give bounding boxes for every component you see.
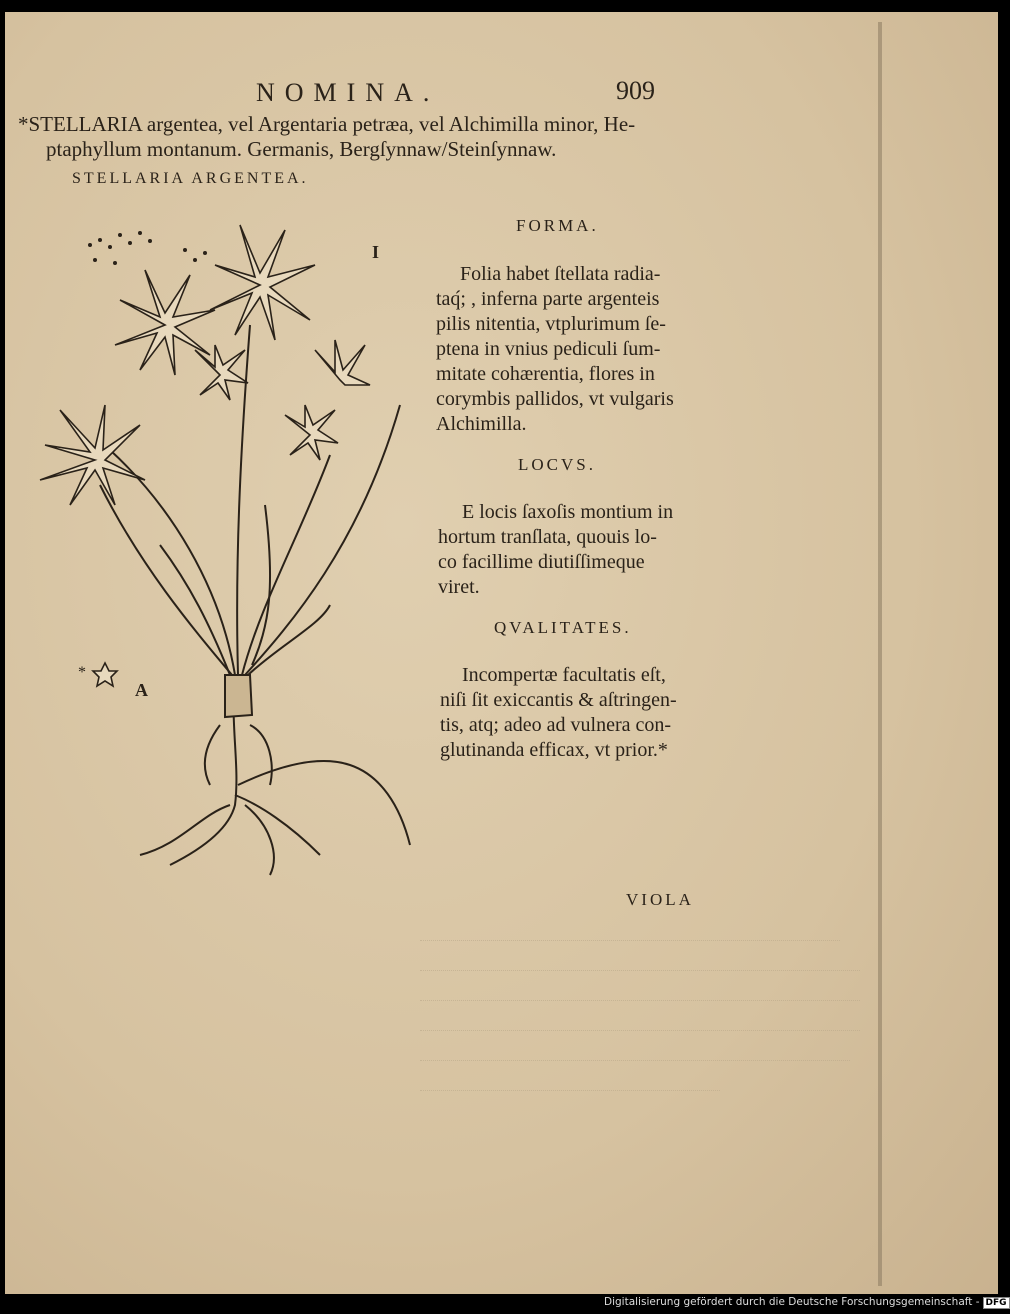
figure-star-mark: *: [78, 664, 86, 681]
locus-line-3: co facillime diutiſſimeque: [438, 551, 645, 573]
figure-caption: STELLARIA ARGENTEA.: [72, 170, 309, 187]
locus-line-2: hortum tranſlata, quouis lo-: [438, 526, 657, 548]
nomina-line-2: ptaphyllum montanum. Germanis, Bergſynnaw/Steinſynnaw.: [46, 137, 557, 161]
figure-mark-detail: A: [135, 680, 148, 700]
forma-line-4: ptena in vnius pediculi ſum-: [436, 338, 661, 360]
nomina-line-1: *STELLARIA argentea, vel Argentaria petræa, vel Alchimilla minor, He-: [18, 112, 636, 136]
qualitates-line-1: Incompertæ facultatis eſt,: [462, 664, 666, 686]
locus-line-1: E locis ſaxoſis montium in: [462, 501, 674, 523]
qualitates-line-4: glutinanda efficax, vt prior.*: [440, 739, 668, 761]
forma-line-5: mitate cohærentia, flores in: [436, 363, 655, 385]
plant-woodcut-illustration: [20, 205, 440, 885]
page-edge-shadow: [878, 22, 882, 1286]
forma-line-2: taq́; , inferna parte argenteis: [436, 288, 660, 310]
page-number: 909: [616, 76, 655, 105]
figure-mark-main: I: [372, 242, 380, 262]
qualitates-line-3: tis, atq; adeo ad vulnera con-: [440, 714, 672, 736]
section-heading-forma: FORMA.: [516, 216, 599, 235]
section-heading-qualitates: QVALITATES.: [494, 618, 632, 637]
locus-line-4: viret.: [438, 576, 480, 598]
catchword: VIOLA: [626, 890, 694, 909]
forma-line-6: corymbis pallidos, vt vulgaris: [436, 388, 674, 410]
forma-line-1: Folia habet ſtellata radia-: [460, 263, 661, 285]
forma-line-7: Alchimilla.: [436, 413, 527, 435]
section-heading-locus: LOCVS.: [518, 455, 596, 474]
footer-credit: [604, 1296, 1010, 1309]
running-head: NOMINA.: [256, 78, 440, 107]
forma-line-3: pilis nitentia, vtplurimum ſe-: [436, 313, 666, 335]
flower-detail: [93, 663, 117, 686]
qualitates-line-2: niſi ſit exiccantis & aſtringen-: [440, 689, 677, 711]
footer-text: Digitalisierung gefördert durch die Deutsche Forschungsgemeinschaft -: [604, 1296, 980, 1308]
dfg-logo-icon: DFG: [983, 1297, 1010, 1309]
